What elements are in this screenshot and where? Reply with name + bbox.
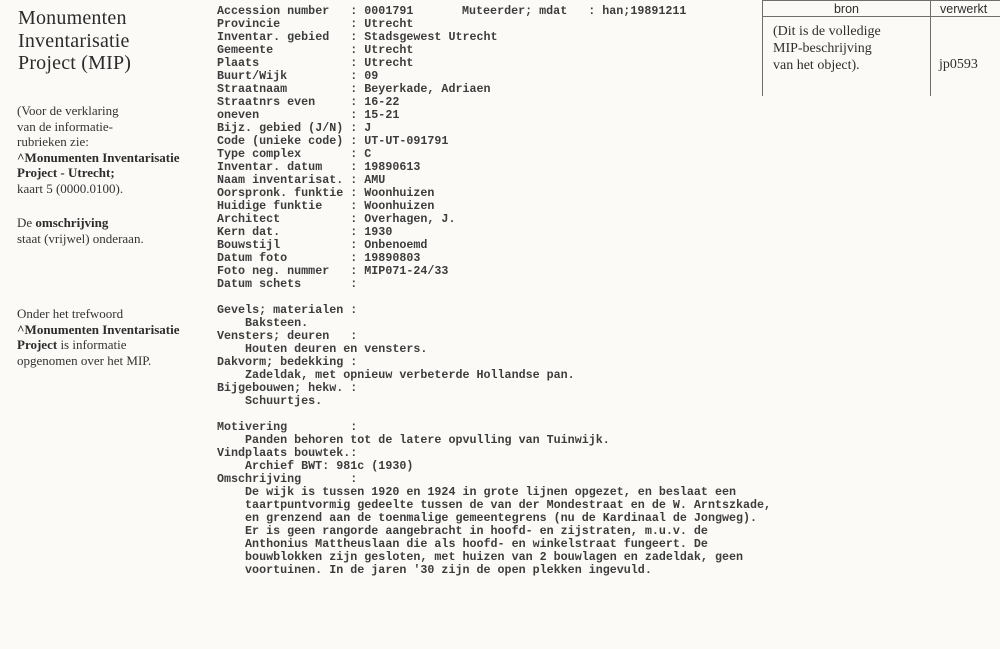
record-field-row xyxy=(217,31,817,44)
field-label: Inventar. gebied xyxy=(217,30,330,44)
record-field-row xyxy=(217,5,817,18)
blank-line xyxy=(217,408,817,421)
bron-note xyxy=(773,23,881,74)
note-line-bold: ^Monumenten Inventarisatie xyxy=(17,321,180,337)
section-content-line: taartpuntvormig gedeelte tussen de van der Mondestraat en de W. Arntszkade, xyxy=(245,498,772,512)
field-value xyxy=(350,277,364,291)
record-field-row xyxy=(217,213,817,226)
field-label: Buurt/Wijk xyxy=(217,69,288,83)
record-field-row xyxy=(217,135,817,148)
section-colon xyxy=(350,420,364,434)
note-line-bold: Project - Utrecht; xyxy=(17,165,115,181)
field-label: Datum foto xyxy=(217,251,288,265)
verwerkt-code: jp0593 xyxy=(939,57,978,72)
record-field-row xyxy=(217,278,817,291)
section-label: Motivering xyxy=(217,420,288,434)
verwerkt-column-header: verwerkt xyxy=(940,2,988,16)
section-colon xyxy=(350,355,364,369)
muteerder-field xyxy=(462,5,686,18)
field-value: : Woonhuizen xyxy=(350,186,434,200)
section-content-line: De wijk is tussen 1920 en 1924 in grote lijnen opgezet, en beslaat een xyxy=(245,485,737,499)
field-value: : Onbenoemd xyxy=(350,238,427,252)
bron-note-line: (Dit is de volledige xyxy=(773,24,881,39)
field-label: Straatnrs even xyxy=(217,95,316,109)
field-label: Huidige funktie xyxy=(217,199,323,213)
record-card xyxy=(217,5,817,577)
field-label: Gemeente xyxy=(217,43,274,57)
bron-note-line: van het object). xyxy=(773,58,860,73)
field-value: : 16-22 xyxy=(350,95,399,109)
field-label: Accession number xyxy=(217,4,330,18)
note-line: rubrieken zie: xyxy=(17,134,89,150)
field-label: Muteerder; mdat xyxy=(462,4,568,18)
bron-column-header: bron xyxy=(833,2,860,16)
sidebar-note-omschrijving xyxy=(17,215,207,246)
record-field-row xyxy=(217,226,817,239)
note-line: opgenomen over het MIP. xyxy=(17,352,152,368)
section-label: Omschrijving xyxy=(217,472,302,486)
field-value: : Beyerkade, Adriaen xyxy=(350,82,490,96)
field-label: Type complex xyxy=(217,147,302,161)
field-value: : MIP071-24/33 xyxy=(350,264,448,278)
note-line: (Voor de verklaring xyxy=(17,103,119,118)
field-label: Kern dat. xyxy=(217,225,281,239)
field-label: oneven xyxy=(217,108,260,122)
section-label: Bijgebouwen; hekw. xyxy=(217,381,344,395)
section-content-line: Panden behoren tot de latere opvulling van Tuinwijk. xyxy=(245,433,610,447)
field-value: : 0001791 xyxy=(350,4,413,18)
title-line-3: Project (MIP) xyxy=(18,52,132,74)
field-value: : 19890613 xyxy=(350,160,420,174)
field-value: : UT-UT-091791 xyxy=(350,134,448,148)
field-value: : AMU xyxy=(350,173,385,187)
field-label: Code (unieke code) xyxy=(217,134,344,148)
field-value: : han;19891211 xyxy=(588,4,686,18)
record-field-row xyxy=(217,44,817,57)
header-underline xyxy=(763,16,1000,17)
section-content-line: Zadeldak, met opnieuw verbeterde Hollandse pan. xyxy=(245,368,575,382)
sidebar-note-verklaring xyxy=(17,103,207,197)
note-line: Onder het trefwoord xyxy=(17,306,124,321)
section-content-line: voortuinen. In de jaren '30 zijn de open plekken ingevuld. xyxy=(245,563,652,577)
field-label: Datum schets xyxy=(217,277,302,291)
note-line: Project is informatie xyxy=(17,337,127,353)
section-colon xyxy=(350,303,364,317)
field-value: : 09 xyxy=(350,69,378,83)
section-content-line: Houten deuren en vensters. xyxy=(245,342,428,356)
field-label: Provincie xyxy=(217,17,281,31)
field-value: : 1930 xyxy=(350,225,392,239)
section-colon xyxy=(350,446,364,460)
section-label: Gevels; materialen xyxy=(217,303,344,317)
title-line-2: Inventarisatie xyxy=(18,29,130,52)
field-label: Foto neg. nummer xyxy=(217,264,330,278)
note-line: kaart 5 (0000.0100). xyxy=(17,180,124,196)
field-label: Inventar. datum xyxy=(217,160,323,174)
field-label: Straatnaam xyxy=(217,82,288,96)
bron-verwerkt-table xyxy=(762,0,1000,96)
section-label: Dakvorm; bedekking xyxy=(217,355,344,369)
record-field-row xyxy=(217,70,817,83)
field-value: : Utrecht xyxy=(350,56,413,70)
note-line: De omschrijving xyxy=(17,215,109,230)
note-line-bold: ^Monumenten Inventarisatie xyxy=(17,149,180,165)
section-colon xyxy=(350,381,364,395)
field-value: : 15-21 xyxy=(350,108,399,122)
field-label: Naam inventarisat. xyxy=(217,173,344,187)
note-line: van de informatie- xyxy=(17,118,114,134)
field-label: Bijz. gebied (J/N) xyxy=(217,121,344,135)
section-content-line: Baksteen. xyxy=(245,316,309,330)
section-content-line: en grenzend aan de toenmalige gemeentegrens (nu de Kardinaal de Jongweg). xyxy=(245,511,758,525)
field-label: Oorspronk. funktie xyxy=(217,186,344,200)
section-colon xyxy=(350,329,364,343)
document-title xyxy=(18,7,131,75)
field-value: : C xyxy=(350,147,371,161)
field-value: : Utrecht xyxy=(350,43,413,57)
record-field-row xyxy=(217,57,817,70)
section-content-line: Schuurtjes. xyxy=(245,394,323,408)
sidebar-note-trefwoord xyxy=(17,306,207,368)
section-content-line: bouwblokken zijn gesloten, met huizen van 2 bouwlagen en zadeldak, geen xyxy=(245,550,744,564)
title-line-1: Monumenten xyxy=(18,7,127,29)
section-content-line: Er is geen rangorde aangebracht in hoofd- en zijstraten, m.u.v. de xyxy=(245,524,708,538)
field-label: Bouwstijl xyxy=(217,238,281,252)
field-value: : Overhagen, J. xyxy=(350,212,455,226)
field-label: Architect xyxy=(217,212,281,226)
section-colon xyxy=(350,472,364,486)
record-field-row xyxy=(217,96,817,109)
section-label: Vindplaats bouwtek. xyxy=(217,446,351,460)
field-value: : 19890803 xyxy=(350,251,420,265)
field-value: : J xyxy=(350,121,371,135)
section-content-line: Anthonius Mattheuslaan die als hoofd- en winkelstraat fungeert. De xyxy=(245,537,708,551)
field-value: : Woonhuizen xyxy=(350,199,434,213)
bron-note-line: MIP-beschrijving xyxy=(773,41,872,56)
field-value: : Utrecht xyxy=(350,17,413,31)
note-line: staat (vrijwel) onderaan. xyxy=(17,230,144,246)
field-value: : Stadsgewest Utrecht xyxy=(350,30,497,44)
record-field-row xyxy=(217,265,817,278)
record-field-row xyxy=(217,239,817,252)
section-label: Vensters; deuren xyxy=(217,329,330,343)
field-label: Plaats xyxy=(217,56,260,70)
section-content-line: Archief BWT: 981c (1930) xyxy=(245,459,414,473)
record-field-row xyxy=(217,200,817,213)
